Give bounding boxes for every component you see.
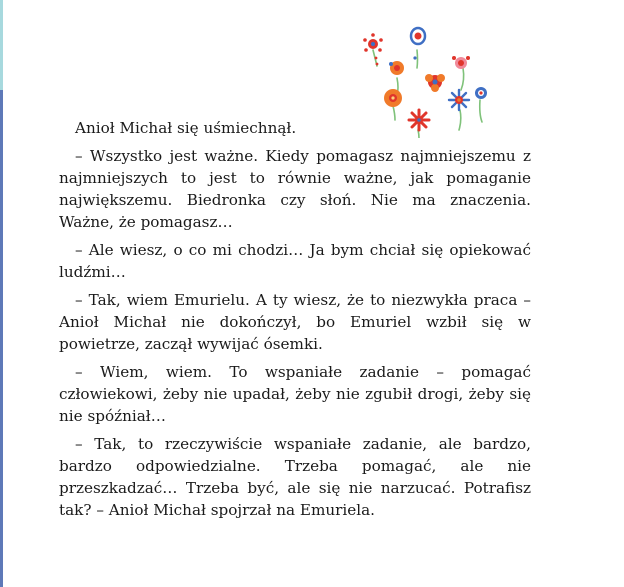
paragraph: Anioł Michał się uśmiechnął. xyxy=(75,119,297,137)
story-text xyxy=(59,117,531,527)
paragraph: – Tak, to rzeczywiście wspaniałe zadanie, ale bardzo, bardzo odpowiedzialne. Trzeba pomagać, ale nie przeszkadzać… Trzeba być, ale się nie narzucać. Potrafisz tak? – Anioł Michał spojrzał na Emuriela. xyxy=(59,435,531,519)
page-edge-stripe-top xyxy=(0,0,3,90)
paragraph: – Tak, wiem Emurielu. A ty wiesz, że to niezwykła praca – Anioł Michał nie dokończył, bo Emuriel wzbił się w powietrze, zaczął wywijać ósemki. xyxy=(59,291,531,353)
paragraph: – Ale wiesz, o co mi chodzi… Ja bym chciał się opiekować ludźmi… xyxy=(59,241,531,281)
paragraph: – Wiem, wiem. To wspaniałe zadanie – pomagać człowiekowi, żeby nie upadał, żeby nie zgubił drogi, żeby się nie spóźniał… xyxy=(59,363,531,425)
paragraph: – Wszystko jest ważne. Kiedy pomagasz najmniejszemu z najmniejszych to jest to równie ważne, jak pomaganie największemu. Biedronka czy słoń. Nie ma znaczenia. Ważne, że pomagasz… xyxy=(59,147,531,231)
